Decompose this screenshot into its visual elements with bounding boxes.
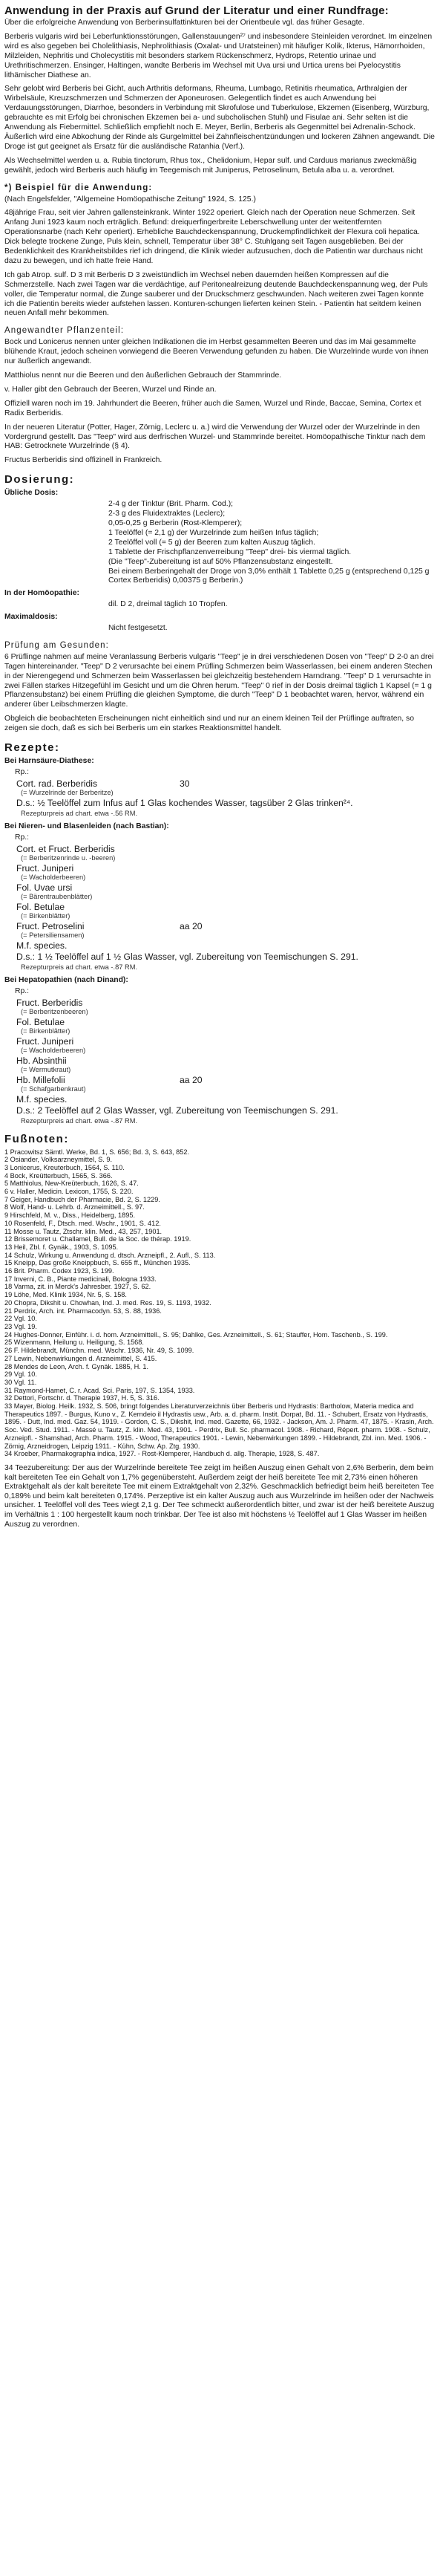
recipe-directions: D.s.: ½ Teelöffel zum Infus auf 1 Glas kochendes Wasser, tagsüber 2 Glas trinken²⁴. (16, 797, 353, 808)
footnote: 33 Mayer, Biolog. Heilk. 1932, S. 506, bringt folgendes Literaturverzeichnis über Berberis und Hydrastis: Bartholow, Materia medica and Therapeutics 1897. - Burgus, Kuno v., Z. Kerndeio il Hydrastis usw., Arb. a. d. pharm. Instit. Dorpat, Bd. 11. - Schubert, Ersatz von Hydrastis, 1895. - Dutt, Ind. med. Gaz. 54, 1919. - Gordon, C. S., Dikshit, Ind. med. Gazette, 66, 1932. - Jackson, Am. J. Pharm. 47, 1875. - Krasin, Arch. Soc. Ved. Stud. 1911. - Massé u. Tautz, Z. klin. Med. 43, 1901. - Perdrix, Bull. Sc. pharmacol. 1908. - Richard, Répert. pharm. 1908. - Schulz, Arzneipfl. - Shamshad, Arch. Pharm. 1915. - Wood, Therapeutics 1901. - Lewin, Nebenwirkungen 1899. - Hildebrandt, Zbl. inn. Med. 1906. - Zörnig, Arzneidrogen, Leipzig 1911. - Kühn, Schw. Ap. Ztg. 1930. (4, 1402, 434, 1450)
ingredient-name: Fol. Betulae (16, 1016, 65, 1027)
ingredient-note: (= Petersiliensamen) (21, 931, 85, 939)
ingredient-note: (= Wurzelrinde der Berberitze) (21, 788, 114, 796)
recipe-price: Rezepturpreis ad chart. etwa -.56 RM. (21, 809, 138, 817)
ingredient (16, 1036, 435, 1047)
ingredient (16, 902, 435, 912)
recipe-block (4, 822, 435, 972)
plant-part-paragraph: In der neueren Literatur (Potter, Hager, Zörnig, Leclerc u. a.) wird die Verwendung der Wurzel oder der Wurzelrinde in den Vordergrund gestellt. Das "Teep" wird aus derfrischen Wurzel- und Stammrinde bereitet. Homöopathische Tinktur nach dem HAB: Getrocknete Wurzelrinde (§ 4). (4, 423, 426, 451)
rp-label: Rp.: (15, 768, 30, 776)
example-heading: *) Beispiel für die Anwendung: (4, 183, 153, 192)
footnote: 12 Brissemoret u. Challamel, Bull. de la Soc. de thérap. 1919. (4, 1235, 191, 1243)
dose-line: 2 Teelöffel voll (= 5 g) der Beeren zum kalten Auszug täglich. (108, 538, 315, 547)
footnote: 28 Mendes de Leon, Arch. f. Gynäk. 1885, H. 1. (4, 1362, 149, 1370)
footnote: 8 Wolf, Hand- u. Lehrb. d. Arzneimittell., S. 97. (4, 1203, 145, 1211)
footnote: 22 Vgl. 10. (4, 1315, 37, 1323)
footnote: 34 Kroeber, Pharmakographia indica, 1927. - Rost-Klemperer, Handbuch d. allg. Therapie, 1928, S. 487. (4, 1450, 320, 1458)
footnote: 25 Wizenmann, Heilung u. Heiligung, S. 1568. (4, 1339, 144, 1347)
dose-line: 1 Teelöffel (= 2,1 g) der Wurzelrinde zum heißen Infus täglich; (108, 528, 319, 537)
max-dose-value: Nicht festgesetzt. (108, 624, 168, 633)
ingredient-name: Hb. Millefolii (16, 1074, 65, 1085)
footnote: 11 Mosse u. Tautz, Ztschr. klin. Med., 43, 257, 1901. (4, 1227, 162, 1235)
ingredient-note: (= Wermutkraut) (21, 1065, 71, 1073)
footnote: 10 Rosenfeld, F., Dtsch. med. Wschr., 1901, S. 412. (4, 1219, 161, 1227)
footnote: 6 v. Haller, Medicin. Lexicon, 1755, S. 220. (4, 1188, 134, 1196)
plant-part-paragraph: v. Haller gibt den Gebrauch der Beeren, Wurzel und Rinde an. (4, 385, 217, 394)
ingredient-note: (= Bärentraubenblätter) (21, 892, 93, 900)
footnote: 29 Vgl. 10. (4, 1370, 37, 1379)
example-section (4, 195, 435, 319)
usual-dose-label: Übliche Dosis: (4, 489, 59, 498)
plant-part-section (4, 338, 435, 466)
usual-dose-list (108, 500, 435, 586)
footnote: 26 F. Hildebrandt, Münchn. med. Wschr. 1936, Nr. 49, S. 1099. (4, 1347, 194, 1355)
dose-line: (Die "Teep"-Zubereitung ist auf 50% Pflanzensubstanz eingestellt. (108, 557, 333, 566)
footnote: 14 Schulz, Wirkung u. Anwendung d. dtsch. Arzneipfl., 2. Aufl., S. 113. (4, 1251, 216, 1259)
footnote: 7 Geiger, Handbuch der Pharmacie, Bd. 2, S. 1229. (4, 1195, 160, 1203)
homeopathy-dose: dil. D 2, dreimal täglich 10 Tropfen. (108, 600, 228, 609)
plant-part-heading: Angewandter Pflanzenteil: (4, 326, 125, 336)
footnote: 1 Pracowitsz Sämtl. Werke, Bd. 1, S. 656; Bd. 3, S. 643, 852. (4, 1148, 190, 1156)
plant-part-paragraph: Offiziell waren noch im 19. Jahrhundert die Beeren, früher auch die Samen, Wurzel und Rinde, Baccae, Semina, Cortex et Radix Berberidis. (4, 399, 421, 417)
footnote: 9 Hirschfeld, M. v., Diss., Heidelberg, 1895. (4, 1211, 135, 1220)
footnote: 30 Vgl. 11. (4, 1378, 37, 1386)
dose-line: 2-4 g der Tinktur (Brit. Pharm. Cod.); (108, 500, 234, 509)
footnotes-heading: Fußnoten: (4, 1132, 69, 1145)
ingredient (16, 940, 435, 951)
ingredient (16, 844, 435, 854)
dose-line: 2-3 g des Fluidextraktes (Leclerc); (108, 510, 226, 518)
footnote: 13 Heil, Zbl. f. Gynäk., 1903, S. 1095. (4, 1243, 119, 1251)
max-dose-label: Maximaldosis: (4, 613, 58, 622)
dose-line: 0,05-0,25 g Berberin (Rost-Klemperer); (108, 518, 243, 527)
ingredient (16, 921, 435, 931)
footnote: 5 Matthiolus, New-Kreüterbuch, 1626, S. 47. (4, 1180, 139, 1188)
recipe-title: Bei Harnsäure-Diathese: (4, 757, 94, 766)
ingredient (16, 998, 435, 1008)
ingredient-amount: aa 20 (180, 920, 203, 931)
dose-line: Bei einem Berberingehalt der Droge von 3,0% enthält 1 Tablette 0,25 g (entsprechend 0,125 g Cortex Berberidis) 0,00375 g Berberin.) (108, 567, 430, 585)
intro-paragraph: Als Wechselmittel werden u. a. Rubia tinctorum, Rhus tox., Chelidonium, Hepar sulf. und Carduus marianus zweckmäßig gewählt, jedoch wird Berberis auch häufig im Teegemisch mit Juniperus, Petroselinum, Betula alba u. a. verordnet. (4, 156, 417, 175)
rp-label: Rp.: (15, 986, 30, 995)
ingredient (16, 882, 435, 893)
footnote: 20 Chopra, Dikshit u. Chowhan, Ind. J. med. Res. 19, S. 1193, 1932. (4, 1298, 211, 1307)
footnote: 17 Inverni, C. B., Piante medicinali, Bologna 1933. (4, 1275, 157, 1283)
footnotes-list (4, 1148, 435, 1458)
footnote: 16 Brit. Pharm. Codex 1923, S. 199. (4, 1267, 114, 1275)
footnote: 27 Lewin, Nebenwirkungen d. Arzneimittel, S. 415. (4, 1354, 157, 1362)
test-heading: Prüfung am Gesunden: (4, 640, 109, 650)
ingredient (16, 1075, 435, 1085)
footnote: 31 Raymond-Hamet, C. r. Acad. Sci. Paris, 197, S. 1354, 1933. (4, 1386, 195, 1394)
footnote: 24 Hughes-Donner, Einführ. i. d. hom. Arzneimittell., S. 95; Dahlke, Ges. Arzneimittell., S. 61; Stauffer, Hom. Taschenb., S. 199. (4, 1330, 388, 1339)
intro-section (4, 19, 435, 176)
test-paragraph: 6 Prüflinge nahmen auf meine Veranlassung Berberis vulgaris "Teep" je in drei verschiedenen Dosen von "Teep" D 2-0 an drei Tagen hintereinander. "Teep" D 2 verursachte bei einem Prüfling Schmerzen beim Wasserlassen, bei einem anderen Stechen in der Nierengegend und Schmerzen beim Wasserlassen bei gleichzeitig bestehendem Harndrang. "Teep" D 1 verursachte in zwei Fällen starkes Hitzegefühl im Gesicht und um die Ohren herum. "Teep" 0 rief in der Dosis dreimal täglich 1 Kapsel (= 1 g Pflanzensubstanz) bei einem Prüfling die gleichen Symptome, die durch "Teep" D 1 beobachtet waren, hervor, während ein anderer über Leibschmerzen klagte. (4, 652, 434, 709)
ingredient-note: (= Wacholderbeeren) (21, 1046, 86, 1054)
ingredient-name: Fruct. Berberidis (16, 997, 83, 1008)
recipe-block (4, 976, 435, 1125)
ingredient (16, 778, 435, 789)
plant-part-paragraph: Bock und Lonicerus nennen unter gleichen Indikationen die im Herbst gesammelten Beeren und das im Mai gesammelte blühende Kraut, jedoch scheinen vorwiegend die Beeren Verwendung gefunden zu haben. Die Wurzelrinde wurde von ihnen nur äußerlich angewandt. (4, 338, 429, 366)
recipe-block (4, 757, 435, 818)
ingredient-note: (= Birkenblätter) (21, 1027, 70, 1035)
test-paragraph: Obgleich die beobachteten Erscheinungen nicht einheitlich sind und nur an einem kleinen Teil der Prüflinge auftraten, so zeigen sie doch, daß es sich bei Berberis um ein starkes Reaktionsmittel handelt. (4, 715, 415, 733)
ingredient-name: Fruct. Juniperi (16, 862, 74, 874)
tea-preparation-note: 34 Teezubereitung: Der aus der Wurzelrinde bereitete Tee zeigt im heißen Auszug einen Gehalt von 2,6% Berberin, dem beim kalt bereiteten Tee ein Gehalt von 1,7% gegenübersteht. Außerdem zeigt der heiß bereitete Tee mit 2,73% einen höheren Extraktgehalt als der kalt bereitete Tee mit einem Extraktgehalt von 2,32%. Geschmacklich befriedigt beim heiß bereiteten Tee 0,189% und beim kalt bereiteten 0,174%. Perzeptive ist ein kalter Auszug auch aus Wurzelrinde im heißen oder der Nachweis unsicher. 1 Teelöffel voll des Tees wiegt 2,1 g. Der Tee schmeckt außerordentlich bitter, und zwar ist der heiß bereitete Auszug im Verhältnis 1 : 100 hergestellt kaum noch trinkbar. Der Tee ist also mit höchstens ½ Teelöffel auf 1 Glas Wasser im heißen Auszug zu verordnen. (4, 1463, 435, 1529)
ingredient-name: M.f. species. (16, 1093, 68, 1105)
ingredient-name: M.f. species. (16, 940, 68, 951)
example-paragraph: (Nach Engelsfelder, "Allgemeine Homöopathische Zeitung" 1924, S. 125.) (4, 195, 256, 204)
example-paragraph: Ich gab Atrop. sulf. D 3 mit Berberis D 3 zweistündlich im Wechsel neben dauernden heißen Kompressen auf die Schmerzstelle. Nach zwei Tagen war die verdächtige, auf Peritonealreizung deutende Bauchdeckenspannung weg, der Puls voller, die Temperatur normal, die Zunge sauberer und der Druckschmerz geschwunden. Nach weiteren zwei Tagen konnte ich die Patientin bereits wieder aufstehen lassen. Konturen-schungen lieferten keinen Stein. - Patientin hat seitdem keinen neuen Anfall mehr bekommen. (4, 270, 428, 318)
footnote: 2 Osiander, Volksarzneymittel, S. 9. (4, 1156, 113, 1164)
ingredient-name: Cort. rad. Berberidis (16, 778, 98, 789)
homeopathy-label: In der Homöopathie: (4, 589, 80, 598)
recipe-directions: D.s.: 2 Teelöffel auf 2 Glas Wasser, vgl. Zubereitung von Teemischungen S. 291. (16, 1105, 338, 1116)
ingredient-note: (= Berberitzenrinde u. -beeren) (21, 853, 116, 862)
ingredient (16, 1056, 435, 1066)
ingredient-amount: aa 20 (180, 1074, 203, 1085)
rp-label: Rp.: (15, 833, 30, 842)
recipe-price: Rezepturpreis ad chart. etwa -.87 RM. (21, 1116, 138, 1125)
ingredient-name: Fruct. Petroselini (16, 920, 85, 931)
footnote: 21 Perdrix, Arch. int. Pharmacodyn. 53, S. 88, 1936. (4, 1307, 162, 1315)
recipe-title: Bei Nieren- und Blasenleiden (nach Bastian): (4, 822, 169, 830)
recipe-title: Bei Hepatopathien (nach Dinand): (4, 975, 128, 984)
footnote: 23 Vgl. 19. (4, 1323, 37, 1330)
ingredient-name: Fol. Uvae ursi (16, 882, 73, 893)
section-title: Anwendung in der Praxis auf Grund der Literatur und einer Rundfrage: (4, 4, 389, 17)
ingredient-name: Cort. et Fruct. Berberidis (16, 843, 115, 854)
ingredient (16, 1017, 435, 1027)
ingredient-note: (= Berberitzenbeeren) (21, 1007, 88, 1015)
test-section (4, 653, 435, 734)
recipe-directions: D.s.: 1 ½ Teelöffel auf 1 ½ Glas Wasser, vgl. Zubereitung von Teemischungen S. 291. (16, 951, 358, 962)
example-paragraph: 48jährige Frau, seit vier Jahren gallensteinkrank. Winter 1922 operiert. Gleich nach der Operation neue Schmerzen. Seit Anfang Juni 1923 kaum noch erträglich. Befund: dreiquerfingerbreite Leberschwellung unter der weitentfernten Operationsnarbe (nach Kehr operiert). Erhebliche Bauchdeckenspannung, Druckempfindlichkeit der Flexura coli hepatica. Dick belegte trockene Zunge, Puls klein, schnell, Temperatur über 38° C. Stuhlgang seit Tagen ausgeblieben. Bei der Bedenklichkeit des Krankheitsbildes rief ich dringend, die Klinik wieder aufzusuchen, doch die Patientin war durchaus nicht dazu zu bewegen, und ich hatte freie Hand. (4, 209, 423, 265)
ingredient (16, 863, 435, 874)
intro-paragraph: Berberis vulgaris wird bei Leberfunktionsstörungen, Gallenstauungen²⁷ und insbesondere Steinleiden verordnet. Im einzelnen wird es also gegeben bei Cholelithiasis, Nephrolithiasis (Oxalat- und Uratsteinen) mit häufiger Kolik, Ikterus, Hämorrhoiden, Milzleiden, Nephritis und Cholecystitis mit besonders starkem Rückenschmerz, Hydrops, Retentio urinae und Urethritischmerzen. Ensinger, Haltingen, wandte Berberis im Wechsel mit Uva ursi und Urtica urens bei Pyelocystitis lithämischer Diathese an. (4, 32, 433, 79)
ingredient-note: (= Birkenblätter) (21, 911, 70, 920)
ingredient-name: Fruct. Juniperi (16, 1035, 74, 1047)
dose-line: 1 Tablette der Frischpflanzenverreibung "Teep" drei- bis viermal täglich. (108, 547, 352, 556)
ingredient-name: Hb. Absinthii (16, 1055, 67, 1066)
recipe-price: Rezepturpreis ad chart. etwa -.87 RM. (21, 963, 138, 971)
recipes-heading: Rezepte: (4, 741, 60, 755)
footnote: 18 Varma, zit. in Merck's Jahresber. 1927, S. 62. (4, 1283, 151, 1291)
footnote: 19 Löhe, Med. Klinik 1934, Nr. 5, S. 158. (4, 1291, 127, 1299)
footnote: 15 Kneipp, Das große Kneippbuch, S. 655 ff., München 1935. (4, 1259, 191, 1267)
plant-part-paragraph: Fructus Berberidis sind offizinell in Frankreich. (4, 456, 162, 465)
ingredient-note: (= Schafgarbenkraut) (21, 1084, 86, 1093)
intro-paragraph: Sehr gelobt wird Berberis bei Gicht, auch Arthritis deformans, Rheuma, Lumbago, Retinitis rheumatica, Arthralgien der Wirbelsäule, Kreuzschmerzen und Schmerzen der Aponeurosen. Gelegentlich findet es auch Anwendung bei Verdauungsstörungen, Diarrhoe, besonders in Verbindung mit Skrofulose und Tuberkulose, Ekzemen (Eisenberg, Würzburg, gebrauchte es mit Erfolg bei chronischen Ekzemen bei a- und subcholischen Stuhl) und Fisulae ani. Sehr selten ist die Anwendung als Fiebermittel. Schließlich empfiehlt noch E. Meyer, Berlin, Berberis als Gegenmittel bei Adrenalin-Schock. Äußerlich wird eine Abkochung der Rinde als Gurgelmittel bei Zahnfleischentzündungen und lockeren Zähnen angewandt. Die Droge ist gut geeignet als Ersatz für die ausländische Ratanhia (Verf.). (4, 85, 435, 151)
ingredient (16, 1094, 435, 1105)
footnote: 3 Lonicerus, Kreuterbuch, 1564, S. 110. (4, 1163, 125, 1171)
ingredient-note: (= Wacholderbeeren) (21, 873, 86, 881)
intro-paragraph: Über die erfolgreiche Anwendung von Berberinsulfattinkturen bei der Orientbeule vgl. das früher Gesagte. (4, 19, 365, 27)
plant-part-paragraph: Matthiolus nennt nur die Beeren und den äußerlichen Gebrauch der Stammrinde. (4, 371, 282, 380)
dosage-heading: Dosierung: (4, 473, 75, 487)
footnote: 32 Dettori, Fortschr. d. Therapie 1937, H. 5, S. 316. (4, 1394, 160, 1402)
footnote: 4 Bock, Kreütterbuch, 1565, S. 366. (4, 1171, 113, 1180)
ingredient-amount: 30 (180, 778, 190, 789)
ingredient-name: Fol. Betulae (16, 901, 65, 912)
